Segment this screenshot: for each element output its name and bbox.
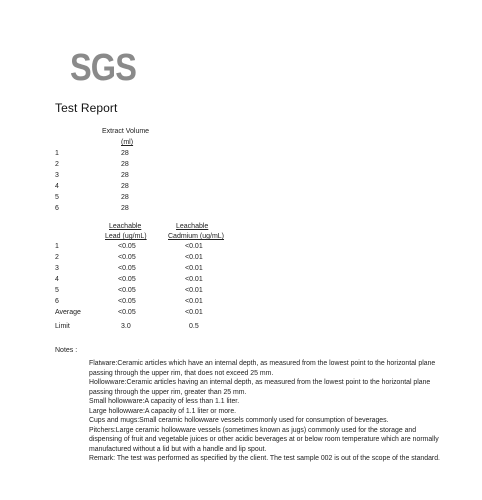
- cadmium-value: <0.01: [185, 265, 203, 272]
- extract-volume-header: Extract Volume: [102, 128, 150, 135]
- sample-id: 2: [55, 161, 59, 168]
- cadmium-value: <0.01: [185, 298, 203, 305]
- sample-id: 4: [55, 276, 59, 283]
- sample-id: 4: [55, 183, 59, 190]
- lead-value: <0.05: [118, 287, 136, 294]
- leachable-cadmium-header: Leachable: [176, 223, 209, 230]
- sample-id: 3: [55, 172, 59, 179]
- note-pitchers: Pitchers:Large ceramic hollowware vessels (sometimes known as jugs) commonly used for the storage and dispensing of fruit and vegetable juices or other acidic beverages at or below room temperature which are normally manufactured without a lid but with a handle and lip spout.: [89, 426, 439, 453]
- sgs-logo-text: SGS: [70, 47, 136, 89]
- leachable-limit-row: [0, 323, 482, 334]
- cadmium-value: <0.01: [185, 243, 203, 250]
- sample-id: 5: [55, 194, 59, 201]
- lead-value: <0.05: [118, 298, 136, 305]
- cadmium-value: <0.01: [185, 287, 203, 294]
- extract-volume-row: [0, 194, 482, 204]
- note-large-hollowware: Large hollowware:A capacity of 1.1 liter or more.: [89, 407, 237, 415]
- sgs-logo: [70, 44, 138, 89]
- sample-id: 2: [55, 254, 59, 261]
- extract-volume-row: [0, 161, 482, 171]
- leachable-cadmium-unit: Cadmium (ug/mL): [168, 233, 225, 240]
- notes-body: [89, 359, 441, 464]
- leachable-lead-header: Leachable: [109, 223, 142, 230]
- notes-label: Notes :: [55, 347, 78, 354]
- leachable-row: [0, 265, 482, 276]
- leachable-average-row: [0, 309, 482, 320]
- extract-volume-row: [0, 172, 482, 182]
- extract-volume-row: [0, 150, 482, 160]
- lead-value: <0.05: [118, 254, 136, 261]
- extract-volume-value: 28: [121, 205, 129, 212]
- sample-id: 5: [55, 287, 59, 294]
- lead-average-value: <0.05: [118, 309, 136, 316]
- lead-limit-value: 3.0: [121, 323, 131, 330]
- note-remark: Remark: The test was performed as specified by the client. The test sample 002 is out of the scope of the standard.: [89, 455, 440, 462]
- extract-volume-value: 28: [121, 194, 129, 201]
- note-cups-mugs: Cups and mugs:Small ceramic hollowware vessels commonly used for consumption of beverages.: [89, 417, 389, 424]
- lead-value: <0.05: [118, 243, 136, 250]
- extract-volume-value: 28: [121, 161, 129, 168]
- report-title: Test Report: [55, 101, 118, 115]
- sgs-logo-graphic: [70, 44, 138, 89]
- sample-id: 3: [55, 265, 59, 272]
- note-hollowware: Hollowware:Ceramic articles having an internal depth, as measured from the lowest point to the horizontal plane passing through the upper rim, greater than 25 mm.: [89, 379, 431, 396]
- cadmium-limit-value: 0.5: [189, 323, 199, 330]
- leachable-row: [0, 287, 482, 298]
- leachable-row: [0, 276, 482, 287]
- sample-id: 6: [55, 205, 59, 212]
- leachable-lead-unit: Lead (ug/mL): [105, 233, 147, 240]
- lead-value: <0.05: [118, 265, 136, 272]
- cadmium-value: <0.01: [185, 276, 203, 283]
- leachable-row: [0, 298, 482, 309]
- extract-volume-value: 28: [121, 150, 129, 157]
- sample-id: 6: [55, 298, 59, 305]
- limit-label: Limit: [55, 323, 70, 330]
- leachable-row: [0, 243, 482, 254]
- extract-volume-row: [0, 205, 482, 215]
- lead-value: <0.05: [118, 276, 136, 283]
- note-small-hollowware: Small hollowware:A capacity of less than 1.1 liter.: [89, 398, 240, 405]
- sample-id: 1: [55, 243, 59, 250]
- leachable-row: [0, 254, 482, 265]
- extract-volume-value: 28: [121, 183, 129, 190]
- average-label: Average: [55, 309, 81, 316]
- cadmium-value: <0.01: [185, 254, 203, 261]
- sample-id: 1: [55, 150, 59, 157]
- extract-volume-row: [0, 183, 482, 193]
- cadmium-average-value: <0.01: [185, 309, 203, 316]
- note-flatware: Flatware:Ceramic articles which have an internal depth, as measured from the lowest point to the horizontal plane passing through the upper rim, that does not exceed 25 mm.: [89, 360, 436, 377]
- extract-volume-value: 28: [121, 172, 129, 179]
- extract-volume-unit: (ml): [121, 139, 134, 146]
